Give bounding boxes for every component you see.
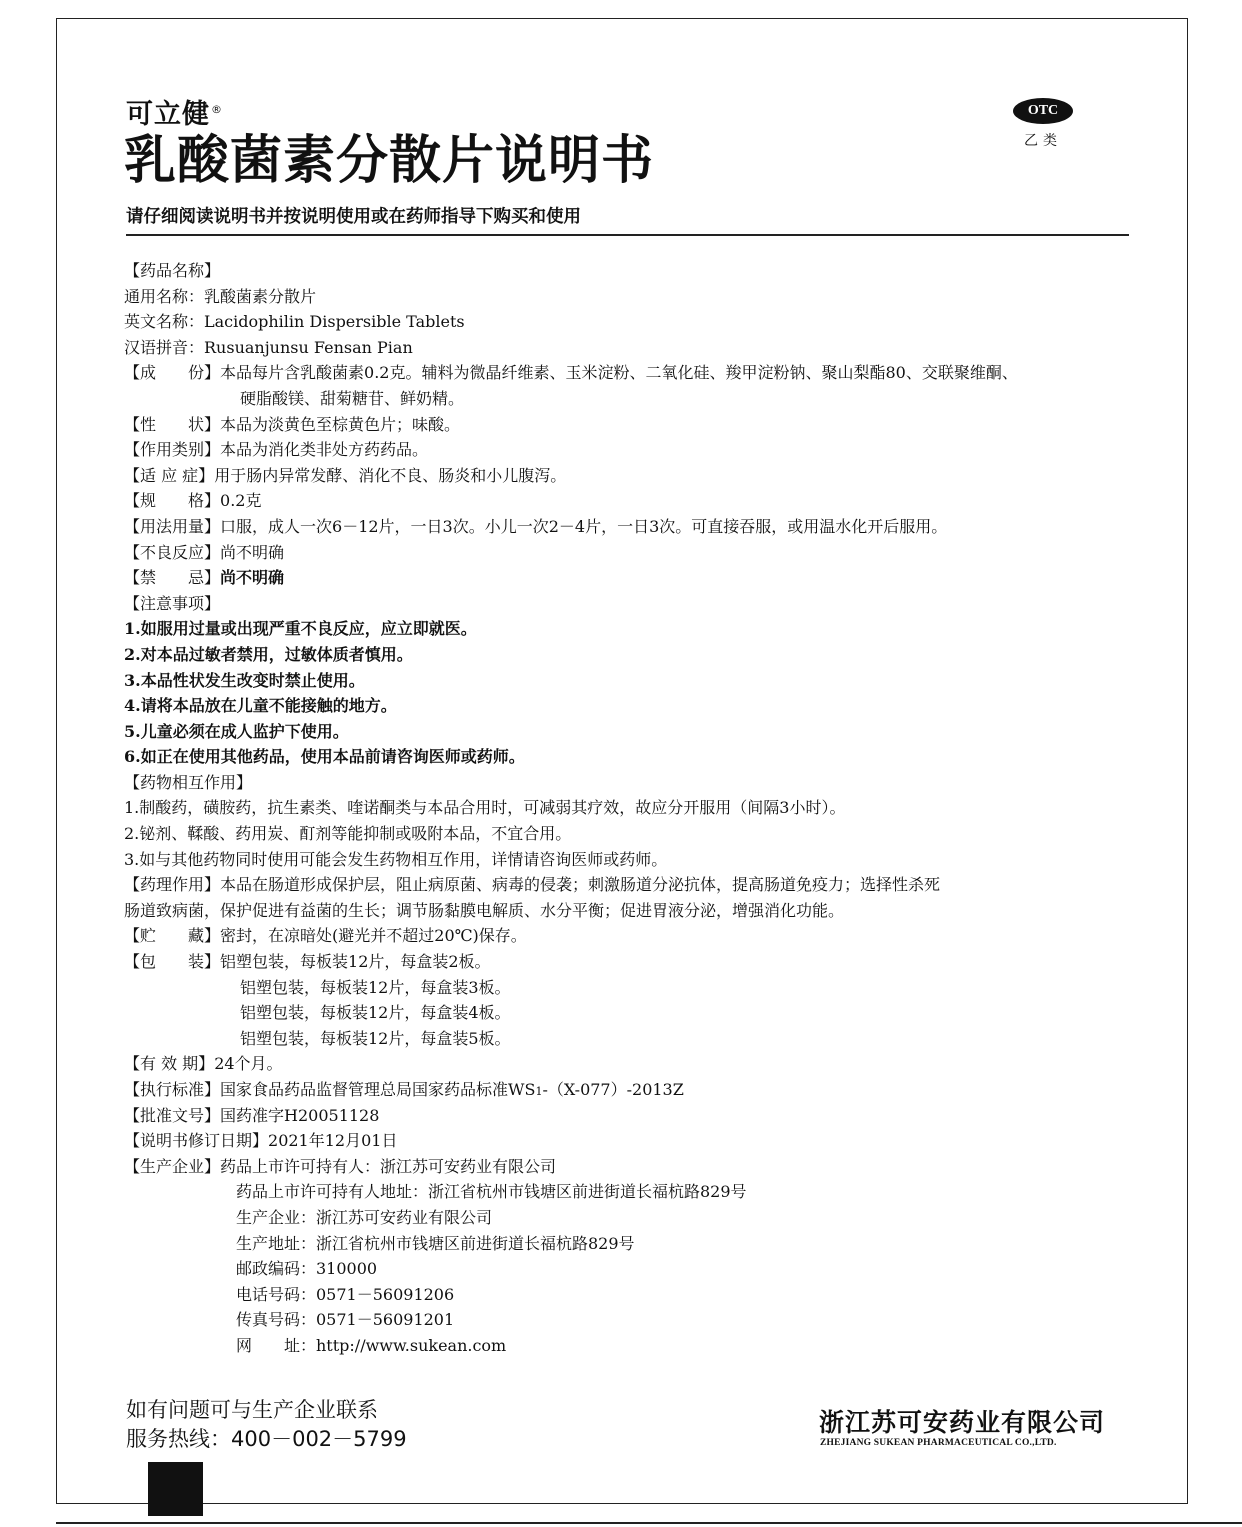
- section-label-category: 【作用类别】: [124, 440, 221, 460]
- manufacturer-line: 药品上市许可持有人地址：浙江省杭州市钱塘区前进街道长福杭路829号: [236, 1182, 747, 1202]
- interaction-item: 2.铋剂、鞣酸、药用炭、酊剂等能抑制或吸附本品，不宜合用。: [124, 824, 572, 844]
- manufacturer-website: 网 址：http://www.sukean.com: [236, 1335, 507, 1355]
- header-divider: [126, 234, 1129, 236]
- validity-text: 24个月。: [214, 1054, 283, 1074]
- manufacturer-line: 生产企业：浙江苏可安药业有限公司: [236, 1207, 493, 1227]
- brand-name: 可立健®: [126, 99, 223, 130]
- otc-badge: OTC: [1013, 98, 1073, 124]
- section-label-manufacturer: 【生产企业】: [124, 1156, 221, 1176]
- precaution-item: 1.如服用过量或出现严重不良反应，应立即就医。: [124, 619, 477, 639]
- revision-date: 2021年12月01日: [268, 1131, 398, 1151]
- section-label-precautions: 【注意事项】: [124, 593, 221, 613]
- section-label-spec: 【规 格】: [124, 491, 221, 511]
- category-row: [124, 437, 1144, 463]
- manufacturer-line: 电话号码：0571－56091206: [236, 1284, 455, 1304]
- manufacturer-line: 生产地址：浙江省杭州市钱塘区前进街道长福杭路829号: [236, 1233, 635, 1253]
- approval-number: 国药准字H20051128: [220, 1105, 380, 1125]
- document-title: 乳酸菌素分散片说明书: [124, 131, 655, 191]
- storage-row: [124, 923, 1144, 949]
- package-item: 铝塑包装，每板装12片，每盒装2板。: [220, 952, 491, 972]
- pharmacology-text: 本品在肠道形成保护层，阻止病原菌、病毒的侵袭；刺激肠道分泌抗体，提高肠道免疫力；选择性杀死: [220, 875, 941, 895]
- adverse-text: 尚不明确: [220, 542, 285, 562]
- spec-row: [124, 488, 1144, 514]
- section-label-revision-date: 【说明书修订日期】: [124, 1131, 269, 1151]
- contact-block: [126, 1396, 407, 1454]
- package-item: 铝塑包装，每板装12片，每盒装3板。: [240, 977, 511, 997]
- section-label-appearance: 【性 状】: [124, 414, 221, 434]
- section-label-storage: 【贮 藏】: [124, 926, 221, 946]
- document-subtitle: 请仔细阅读说明书并按说明使用或在药师指导下购买和使用: [126, 207, 581, 227]
- category-text: 本品为消化类非处方药药品。: [220, 440, 429, 460]
- leaflet-body: [124, 258, 1144, 1359]
- section-label-validity: 【有 效 期】: [124, 1054, 215, 1074]
- pharmacology-row: [124, 872, 1144, 898]
- standard-subscript: 1: [535, 1085, 543, 1098]
- composition-row: [124, 360, 1144, 386]
- section-label-standard: 【执行标准】: [124, 1080, 221, 1099]
- dosage-text: 口服，成人一次6－12片，一日3次。小儿一次2－4片，一日3次。可直接吞服，或用温水化开后服用。: [220, 516, 948, 536]
- section-label-indications: 【适 应 症】: [124, 465, 215, 485]
- registered-mark: ®: [211, 103, 223, 116]
- manufacturer-line: 传真号码：0571－56091201: [236, 1310, 455, 1330]
- appearance-text: 本品为淡黄色至棕黄色片；味酸。: [220, 414, 461, 434]
- section-label-adverse: 【不良反应】: [124, 542, 221, 562]
- contraindications-text: 尚不明确: [220, 568, 285, 588]
- storage-text: 密封，在凉暗处(避光并不超过20℃)保存。: [220, 926, 527, 946]
- validity-row: [124, 1051, 1144, 1077]
- section-label-pharmacology: 【药理作用】: [124, 875, 221, 895]
- precaution-item: 4.请将本品放在儿童不能接触的地方。: [124, 696, 397, 716]
- revision-row: [124, 1128, 1144, 1154]
- precaution-item: 5.儿童必须在成人监护下使用。: [124, 721, 349, 741]
- contact-note: 如有问题可与生产企业联系: [126, 1398, 378, 1422]
- print-mark-square: [148, 1462, 203, 1516]
- contra-row: [124, 565, 1144, 591]
- precaution-item: 6.如正在使用其他药品，使用本品前请咨询医师或药师。: [124, 747, 525, 767]
- spec-text: 0.2克: [220, 491, 262, 511]
- section-label-dosage: 【用法用量】: [124, 516, 221, 536]
- indications-text: 用于肠内异常发酵、消化不良、肠炎和小儿腹泻。: [214, 465, 567, 485]
- indications-row: [124, 463, 1144, 489]
- package-row: [124, 949, 1144, 975]
- section-label-package: 【包 装】: [124, 952, 221, 972]
- package-item: 铝塑包装，每板装12片，每盒装5板。: [240, 1028, 511, 1048]
- manufacturer-row: [124, 1154, 1144, 1180]
- composition-text: 本品每片含乳酸菌素0.2克。辅料为微晶纤维素、玉米淀粉、二氧化硅、羧甲淀粉钠、聚山梨酯80、交联聚维酮、: [220, 363, 1018, 383]
- company-name-cn: 浙江苏可安药业有限公司: [819, 1408, 1106, 1437]
- service-hotline: 服务热线：400－002－5799: [126, 1427, 407, 1451]
- interaction-item: 3.如与其他药物同时使用可能会发生药物相互作用，详情请咨询医师或药师。: [124, 849, 668, 869]
- composition-text-cont: 硬脂酸镁、甜菊糖苷、鲜奶精。: [240, 388, 465, 408]
- english-name: 英文名称：Lacidophilin Dispersible Tablets: [124, 312, 465, 332]
- appearance-row: [124, 412, 1144, 438]
- section-label-interactions: 【药物相互作用】: [124, 772, 253, 792]
- standard-row: [124, 1077, 1144, 1103]
- pharmacology-text-cont: 肠道致病菌，保护促进有益菌的生长；调节肠黏膜电解质、水分平衡；促进胃液分泌，增强消化功能。: [124, 900, 845, 920]
- adverse-row: [124, 540, 1144, 566]
- manufacturer-line: 药品上市许可持有人：浙江苏可安药业有限公司: [220, 1156, 557, 1176]
- interaction-item: 1.制酸药，磺胺药，抗生素类、喹诺酮类与本品合用时，可减弱其疗效，故应分开服用（间隔3小时）。: [124, 798, 846, 818]
- standard-text: 国家食品药品监督管理总局国家药品标准WS1-（X-077）-2013Z: [220, 1080, 684, 1099]
- approval-row: [124, 1103, 1144, 1129]
- precaution-item: 2.对本品过敏者禁用，过敏体质者慎用。: [124, 644, 413, 664]
- bottom-rule: [56, 1522, 1242, 1524]
- section-label-drug-name: 【药品名称】: [124, 261, 221, 280]
- package-item: 铝塑包装，每板装12片，每盒装4板。: [240, 1003, 511, 1023]
- section-label-approval: 【批准文号】: [124, 1105, 221, 1125]
- otc-class-label: 乙类: [1024, 133, 1062, 149]
- generic-name: 通用名称：乳酸菌素分散片: [124, 286, 317, 306]
- section-label-contraindications: 【禁 忌】: [124, 568, 221, 588]
- manufacturer-line: 邮政编码：310000: [236, 1259, 378, 1279]
- precaution-item: 3.本品性状发生改变时禁止使用。: [124, 670, 365, 690]
- section-label-composition: 【成 份】: [124, 363, 221, 383]
- company-name-en: ZHEJIANG SUKEAN PHARMACEUTICAL CO.,LTD.: [820, 1438, 1057, 1448]
- pinyin-name: 汉语拼音：Rusuanjunsu Fensan Pian: [124, 337, 413, 357]
- dosage-row: [124, 514, 1144, 540]
